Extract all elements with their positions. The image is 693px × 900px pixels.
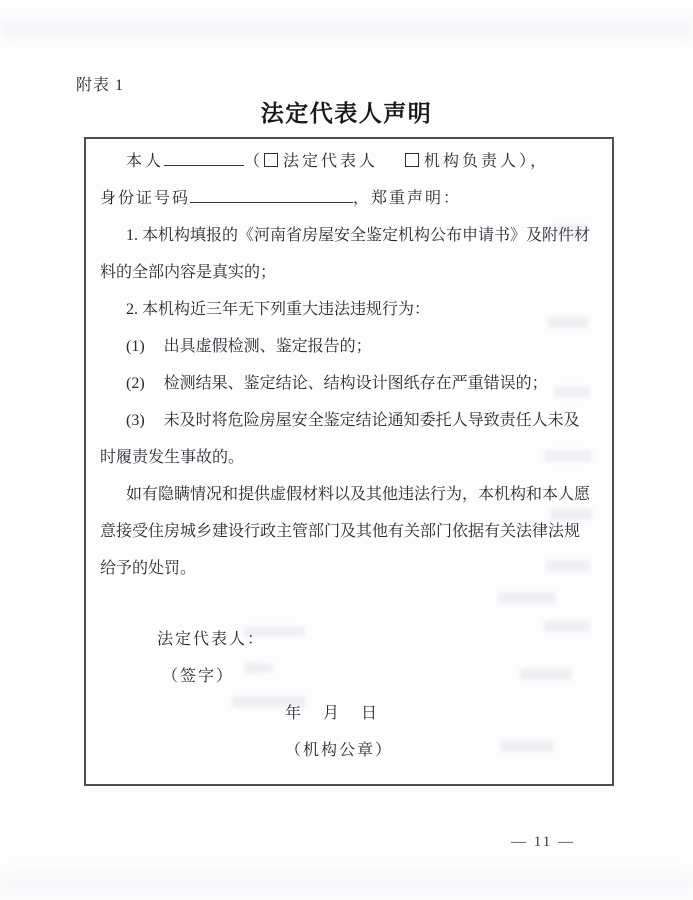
- scan-artifact-band: [0, 870, 693, 896]
- page-title: 法定代表人声明: [260, 100, 433, 126]
- id-blank-line: [190, 187, 353, 203]
- option-legal-representative-label: 法定代表人: [283, 153, 379, 170]
- checkbox-institution-head: [405, 153, 419, 167]
- sub-item-1: [100, 328, 600, 365]
- checkbox-legal-representative: [264, 153, 278, 167]
- option-institution-head-label: 机构负责人: [424, 153, 520, 170]
- sub-item-2: [100, 365, 600, 402]
- sub-item-2-number: (2): [126, 375, 145, 392]
- intro-line-1: [100, 143, 600, 180]
- sub-item-3-line-1: [100, 402, 600, 439]
- declaration-box: [84, 137, 614, 786]
- page-number: — 11 —: [511, 834, 575, 850]
- clause-1-line-2: 料的全部内容是真实的；: [100, 264, 277, 281]
- clause-1-line-1: 1. 本机构填报的《河南省房屋安全鉴定机构公布申请书》及附件材: [126, 227, 591, 244]
- sub-item-3-number: (3): [126, 412, 145, 429]
- sub-item-1-number: (1): [126, 338, 145, 355]
- official-seal-hint: （机构公章）: [285, 742, 394, 759]
- penalty-line-1: 如有隐瞒情况和提供虚假材料以及其他违法行为，本机构和本人愿: [126, 486, 591, 503]
- date-line: 年 月 日: [285, 705, 381, 722]
- sub-item-3-text: 未及时将危险房屋安全鉴定结论通知委托人导致责任人未及: [163, 412, 580, 429]
- clause-2: 2. 本机构近三年无下列重大违法违规行为：: [126, 301, 431, 318]
- self-prefix-label: 本人: [126, 153, 165, 170]
- sub-item-3-line-2: 时履责发生事故的。: [100, 449, 245, 466]
- intro-line-2: [100, 180, 600, 217]
- penalty-line-2: 意接受住房城乡建设行政主管部门及其他有关部门依据有关法律法规: [100, 523, 581, 540]
- sub-item-1-text: 出具虚假检测、鉴定报告的；: [163, 338, 372, 355]
- appendix-label: 附表 1: [76, 77, 125, 94]
- id-number-label: 身份证号码: [100, 190, 191, 207]
- name-blank-line: [164, 150, 244, 166]
- declare-suffix: ，郑重声明：: [353, 190, 462, 207]
- legal-representative-label: 法定代表人：: [157, 631, 266, 648]
- sub-item-2-text: 检测结果、鉴定结论、结构设计图纸存在严重错误的；: [163, 375, 548, 392]
- open-paren: （: [244, 153, 264, 170]
- scan-artifact-band: [0, 20, 693, 38]
- close-paren-comma: ），: [519, 153, 550, 170]
- penalty-line-3: 给予的处罚。: [100, 560, 197, 577]
- signature-hint: （签字）: [162, 668, 235, 685]
